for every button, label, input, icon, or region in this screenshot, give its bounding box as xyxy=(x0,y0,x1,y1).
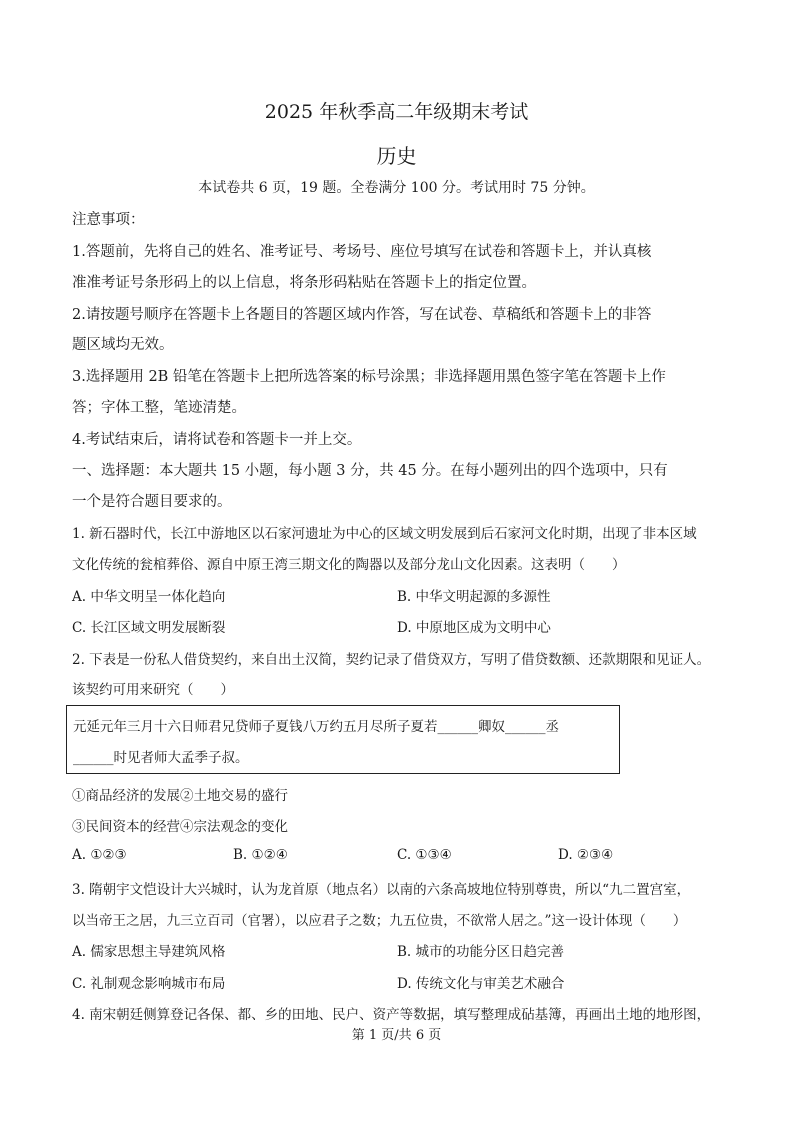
section-heading: 一个是符合题目要求的。 xyxy=(72,494,232,510)
contract-box xyxy=(66,705,620,774)
question-1-text: 1. 新石器时代，长江中游地区以石家河遗址为中心的区域文明发展到后石家河文化时期，出现了非本区域 xyxy=(72,526,697,542)
question-3-option-a: A. 儒家思想主导建筑风格 xyxy=(72,944,226,960)
notice-line: 题区域均无效。 xyxy=(72,337,174,353)
question-3-text: 3. 隋朝宇文恺设计大兴城时，认为龙首原（地点名）以南的六条高坡地位特别尊贵，所以“九二置宫室， xyxy=(72,882,691,898)
question-2-item: ①商品经济的发展②土地交易的盛行 xyxy=(72,788,288,804)
contract-text: 元延元年三月十六日师君兄贷师子夏钱八万约五月尽所子夏若______卿奴______丞 xyxy=(73,719,559,735)
exam-subject: 历史 xyxy=(376,144,417,168)
question-1-option-d: D. 中原地区成为文明中心 xyxy=(397,620,551,636)
question-3-option-c: C. 礼制观念影响城市布局 xyxy=(72,976,226,992)
question-2-option-a: A. ①②③ xyxy=(72,847,127,863)
question-2-item: ③民间资本的经营④宗法观念的变化 xyxy=(72,819,288,835)
question-3-option-d: D. 传统文化与审美艺术融合 xyxy=(397,976,565,992)
question-2-text: 2. 下表是一份私人借贷契约，来自出土汉简，契约记录了借贷双方，写明了借贷数额、还款期限和见证人。 xyxy=(72,652,711,668)
question-2-option-c: C. ①③④ xyxy=(397,847,452,863)
exam-info: 本试卷共 6 页，19 题。全卷满分 100 分。考试用时 75 分钟。 xyxy=(198,180,595,196)
question-2-text: 该契约可用来研究（ ） xyxy=(72,682,234,698)
question-1-option-a: A. 中华文明呈一体化趋向 xyxy=(72,589,226,605)
notice-line: 准准考证号条形码上的以上信息，将条形码粘贴在答题卡上的指定位置。 xyxy=(72,275,536,291)
question-3-option-b: B. 城市的功能分区日趋完善 xyxy=(397,944,565,960)
question-4-text: 4. 南宋朝廷侧算登记各保、都、乡的田地、民户、资产等数据，填写整理成砧基簿，再画出土地的地形图， xyxy=(72,1007,711,1023)
notice-line: 3.选择题用 2B 铅笔在答题卡上把所选答案的标号涂黑；非选择题用黑色签字笔在答题卡上作 xyxy=(72,369,666,385)
question-1-option-b: B. 中华文明起源的多源性 xyxy=(397,589,551,605)
question-2-option-d: D. ②③④ xyxy=(558,847,614,863)
notice-line: 1.答题前，先将自己的姓名、准考证号、考场号、座位号填写在试卷和答题卡上，并认真核 xyxy=(72,244,652,260)
question-1-text: 文化传统的瓮棺葬俗、源自中原王湾三期文化的陶器以及部分龙山文化因素。这表明（ ） xyxy=(72,557,626,573)
question-2-option-b: B. ①②④ xyxy=(233,847,288,863)
contract-text: ______时见者师大孟季子叔。 xyxy=(73,750,249,766)
notice-heading: 注意事项： xyxy=(72,212,145,228)
page-footer: 第 1 页/共 6 页 xyxy=(351,1028,442,1043)
exam-title: 2025 年秋季高二年级期末考试 xyxy=(264,101,529,123)
notice-line: 2.请按题号顺序在答题卡上各题目的答题区域内作答，写在试卷、草稿纸和答题卡上的非答 xyxy=(72,307,652,323)
section-heading: 一、选择题：本大题共 15 小题，每小题 3 分，共 45 分。在每小题列出的四个选项中，只有 xyxy=(72,463,668,479)
question-3-text: 以当帝王之居，九三立百司（官署），以应君子之数；九五位贵，不欲常人居之。”这一设计体现（ ） xyxy=(72,913,687,929)
notice-line: 答；字体工整，笔迹清楚。 xyxy=(72,400,246,416)
notice-line: 4.考试结束后，请将试卷和答题卡一并上交。 xyxy=(72,432,362,448)
question-1-option-c: C. 长江区域文明发展断裂 xyxy=(72,620,226,636)
